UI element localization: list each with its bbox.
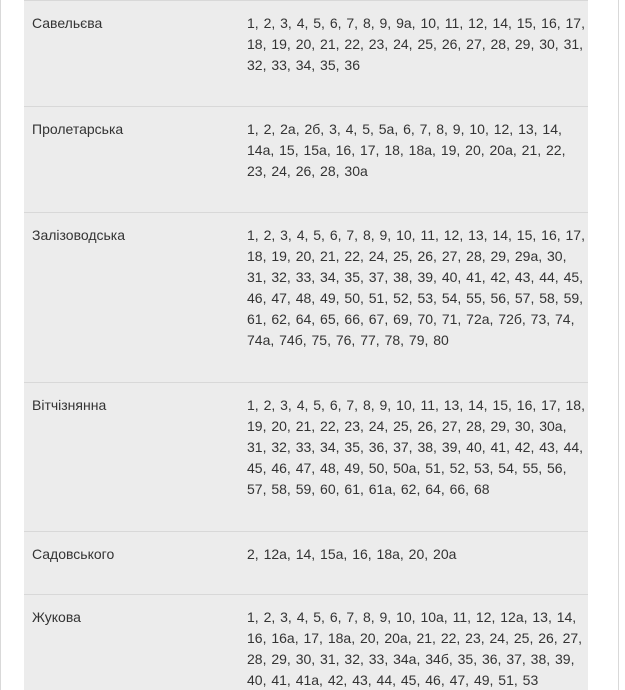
house-numbers	[239, 107, 588, 212]
house-numbers-line: 18, 19, 20, 21, 22, 23, 24, 25, 26, 27, 28, 29, 30, 31,	[247, 36, 584, 52]
house-numbers-line: 19, 20, 21, 22, 23, 24, 25, 26, 27, 28, 29, 30, 30а,	[247, 418, 567, 434]
house-numbers-line: 61, 62, 64, 65, 66, 67, 69, 70, 71, 72а, 72б, 73, 74,	[247, 311, 575, 327]
house-numbers	[239, 1, 588, 106]
house-numbers	[239, 595, 588, 690]
table-row	[24, 0, 588, 106]
street-name: Жукова	[32, 609, 81, 625]
house-numbers-line: 1, 2, 3, 4, 5, 6, 7, 8, 9, 10, 11, 12, 13, 14, 15, 16, 17,	[247, 227, 585, 243]
street-name: Вітчізнянна	[32, 397, 107, 413]
house-numbers-line: 46, 47, 48, 49, 50, 51, 52, 53, 54, 55, 56, 57, 58, 59,	[247, 290, 584, 306]
house-numbers-line: 2, 12а, 14, 15а, 16, 18а, 20, 20а	[247, 546, 457, 562]
house-numbers-line: 45, 46, 47, 48, 49, 50, 50а, 51, 52, 53, 54, 55, 56,	[247, 460, 567, 476]
house-numbers-line: 74а, 74б, 75, 76, 77, 78, 79, 80	[247, 332, 449, 348]
table-row	[24, 594, 588, 690]
house-numbers-line: 1, 2, 3, 4, 5, 6, 7, 8, 9, 10, 11, 13, 14, 15, 16, 17, 18,	[247, 397, 585, 413]
house-numbers-line: 32, 33, 34, 35, 36	[247, 57, 360, 73]
table-row	[24, 212, 588, 382]
house-numbers-line: 31, 32, 33, 34, 35, 37, 38, 39, 40, 41, 42, 43, 44, 45,	[247, 269, 584, 285]
house-numbers-line: 16, 16а, 17, 18а, 20, 20а, 21, 22, 23, 24, 25, 26, 27,	[247, 630, 583, 646]
house-numbers	[239, 532, 588, 594]
streets-table	[24, 0, 588, 690]
house-numbers-line: 1, 2, 2а, 2б, 3, 4, 5, 5а, 6, 7, 8, 9, 10, 12, 13, 14,	[247, 121, 562, 137]
house-numbers	[239, 383, 588, 531]
table-row	[24, 106, 588, 212]
street-name: Савельєва	[32, 15, 103, 31]
table-row	[24, 531, 588, 594]
house-numbers	[239, 213, 588, 382]
house-numbers-line: 28, 29, 30, 31, 32, 33, 34а, 34б, 35, 36, 37, 38, 39,	[247, 651, 575, 667]
table-row	[24, 382, 588, 531]
house-numbers-line: 1, 2, 3, 4, 5, 6, 7, 8, 9, 9а, 10, 11, 12, 14, 15, 16, 17,	[247, 15, 585, 31]
house-numbers-line: 23, 24, 26, 28, 30а	[247, 163, 368, 179]
house-numbers-line: 14а, 15, 15а, 16, 17, 18, 18а, 19, 20, 20а, 21, 22,	[247, 142, 566, 158]
street-name: Садовського	[32, 546, 115, 562]
house-numbers-line: 40, 41, 41а, 42, 43, 44, 45, 46, 47, 49, 51, 53	[247, 672, 539, 688]
house-numbers-line: 18, 19, 20, 21, 22, 24, 25, 26, 27, 28, 29, 29а, 30,	[247, 248, 567, 264]
house-numbers-line: 57, 58, 59, 60, 61, 61а, 62, 64, 66, 68	[247, 481, 490, 497]
house-numbers-line: 31, 32, 33, 34, 35, 36, 37, 38, 39, 40, 41, 42, 43, 44,	[247, 439, 584, 455]
street-name: Пролетарська	[32, 121, 124, 137]
street-name: Залізоводська	[32, 227, 126, 243]
house-numbers-line: 1, 2, 3, 4, 5, 6, 7, 8, 9, 10, 10а, 11, 12, 12а, 13, 14,	[247, 609, 577, 625]
